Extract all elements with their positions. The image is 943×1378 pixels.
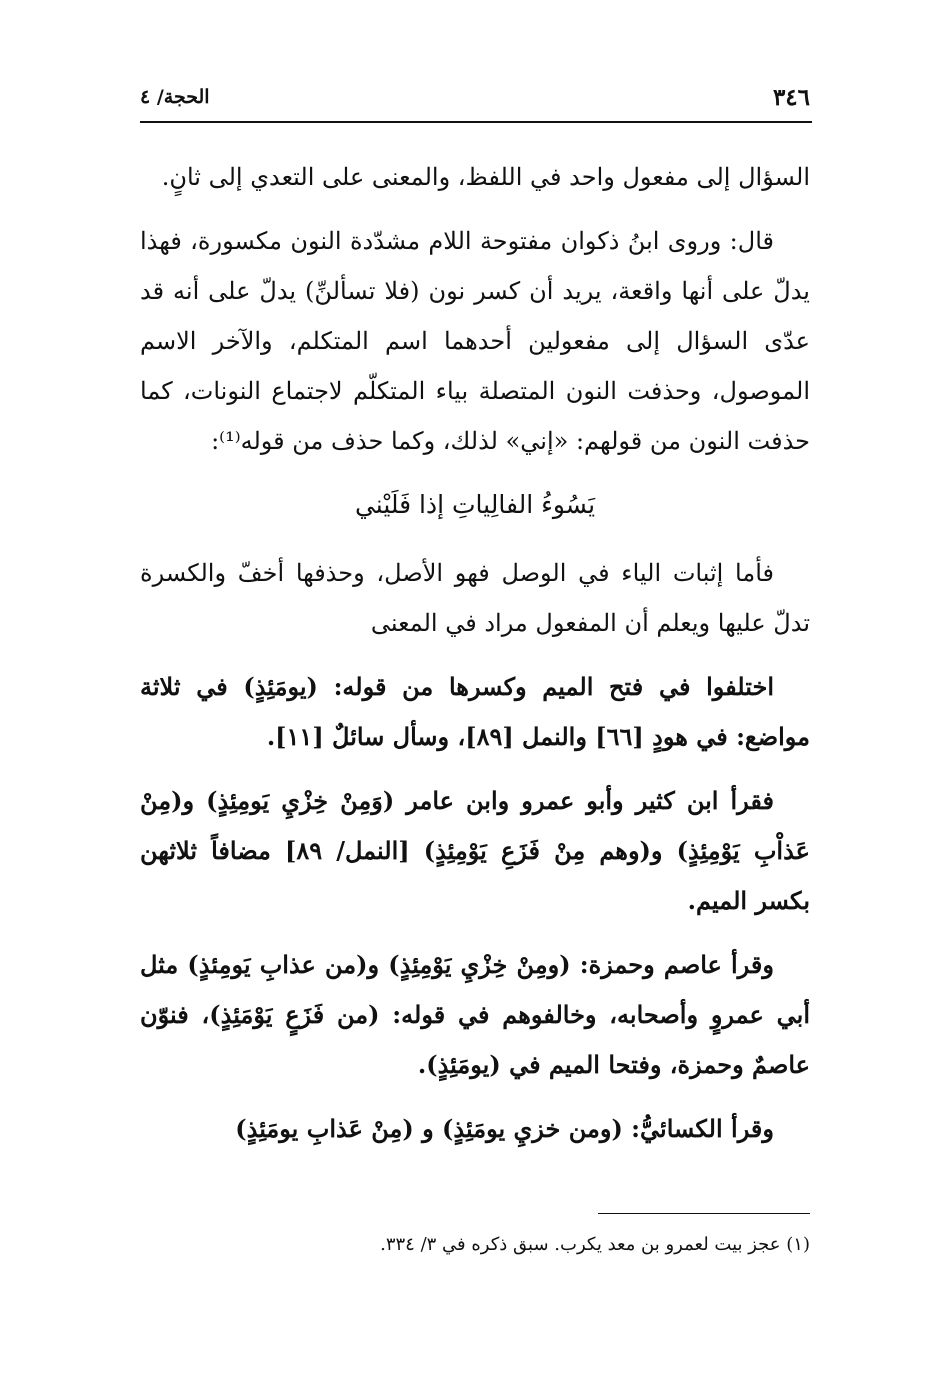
paragraph-kisai-reading: وقرأ الكسائيُّ: (ومن خزيِ يومَئِذٍ) و (مِنْ عَذابِ يومَئِذٍ)	[235, 1114, 774, 1143]
footnote-rule	[598, 1213, 810, 1214]
page-number: ٣٤٦	[772, 84, 810, 111]
footnote: (١) عجز بيت لعمرو بن معد يكرب. سبق ذكره في ٣/ ٣٣٤.	[380, 1234, 810, 1255]
paragraph-yawmaidhin-dispute: اختلفوا في فتح الميم وكسرها من قوله: (يومَئِذٍ) في ثلاثة مواضع: في هودٍ [٦٦] والنمل [٨٩]، وسأل سائلٌ [١١].	[140, 672, 810, 751]
verse-line: يَسُوءُ الفالِياتِ إذا فَلَيْني	[354, 490, 596, 519]
paragraph-asim-hamza-reading: وقرأ عاصم وحمزة: (ومِنْ خِزْيِ يَوْمِئِذٍ) و(من عذابِ يَومِئذٍ) مثل أبي عمروٍ وأصحابه، وخالفوهم في قوله: (من فَزَعٍ يَوْمَئِذٍ)، فنوّن عاصمٌ وحمزة، وفتحا الميم في (يومَئِذٍ).	[140, 950, 810, 1079]
paragraph-ibn-dhakwan: قال: وروى ابنُ ذكوان مفتوحة اللام مشدّدة النون مكسورة، فهذا يدلّ على أنها واقعة، يريد أن كسر نون (فلا تسألنِّ) يدلّ على أنه قد عدّى السؤال إلى مفعولين أحدهما اسم المتكلم، والآخر الاسم الموصول، وحذفت النون المتصلة بياء المتكلّم لاجتماع النونات، كما حذفت النون من قولهم: «إني» لذلك، وكما حذف من قوله⁽¹⁾:	[140, 227, 810, 455]
paragraph-continuation: السؤال إلى مفعول واحد في اللفظ، والمعنى على التعدي إلى ثانٍ.	[161, 163, 810, 191]
header-rule	[140, 121, 812, 123]
section-title: الحجة/ ٤	[140, 86, 210, 108]
main-text	[140, 152, 810, 1168]
paragraph-ibn-kathir-reading: فقرأ ابن كثير وأبو عمرو وابن عامر (وَمِنْ خِزْيِ يَومِئِذٍ) و(مِنْ عَذاْبِ يَوْمِئِذٍ) و(وهم مِنْ فَزَعِ يَوْمِئِذٍ) [النمل/ ٨٩] مضافاً ثلاثهن بكسر الميم.	[140, 786, 810, 915]
paragraph-ya-retention: فأما إثبات الياء في الوصل فهو الأصل، وحذفها أخفّ والكسرة تدلّ عليها ويعلم أن المفعول مراد في المعنى	[140, 559, 810, 637]
running-head	[140, 84, 810, 118]
